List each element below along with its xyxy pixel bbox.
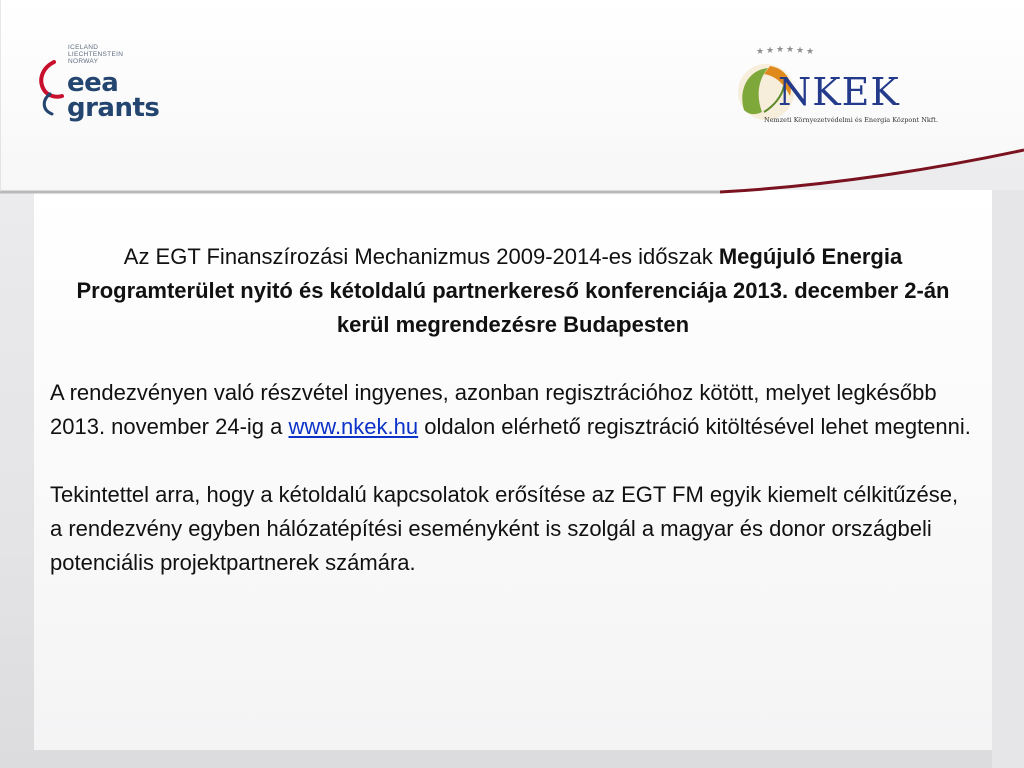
svg-text:★: ★ — [766, 46, 775, 56]
svg-text:★: ★ — [796, 46, 805, 56]
headline-normal-text: Az EGT Finanszírozási Mechanizmus 2009-2014-es időszak — [123, 244, 719, 269]
nkek-logo-word: NKEK — [778, 70, 900, 114]
svg-text:★: ★ — [786, 45, 795, 55]
svg-text:★: ★ — [776, 45, 785, 55]
registration-paragraph — [50, 376, 976, 444]
svg-text:★: ★ — [756, 47, 765, 56]
slide-header — [0, 0, 1024, 196]
nkek-logo-subtitle: Nemzeti Környezetvédelmi és Energia Központ Nkft. — [764, 116, 938, 124]
eea-logo-word: eea — [67, 68, 119, 98]
eea-swoosh-icon — [36, 58, 66, 118]
nkek-stars-icon — [756, 44, 816, 56]
registration-text-before-link: A rendezvényen való részvétel ingyenes, azonban regisztrációhoz kötött, melyet legkésőbb 2013. november 24-ig a — [50, 380, 937, 439]
registration-text-after-link: oldalon elérhető regisztráció kitöltésével lehet megtenni. — [418, 414, 971, 439]
headline — [50, 240, 976, 342]
grants-logo-word: grants — [67, 93, 160, 123]
eea-country-liechtenstein: LIECHTENSTEIN — [68, 51, 124, 58]
eea-country-norway: NORWAY — [68, 58, 99, 65]
eea-country-iceland: ICELAND — [68, 44, 99, 51]
eea-grants-logo — [36, 44, 176, 134]
nkek-logo — [734, 42, 938, 137]
networking-paragraph: Tekintettel arra, hogy a kétoldalú kapcsolatok erősítése az EGT FM egyik kiemelt célkitűzése, a rendezvény egyben hálózatépítési eseményként is szolgál a magyar és donor országbeli potenciális projektpartnerek számára. — [50, 482, 959, 575]
nkek-website-link[interactable]: www.nkek.hu — [288, 414, 419, 439]
headline-bold-text: Megújuló Energia Programterület nyitó és kétoldalú partnerkereső konferenciája 2013. december 2-án kerül megrendezésre Budapesten — [76, 244, 950, 337]
right-gray-band — [992, 190, 1024, 768]
eea-countries — [68, 44, 123, 65]
svg-text:★: ★ — [806, 47, 815, 56]
slide-body-text — [50, 240, 976, 614]
